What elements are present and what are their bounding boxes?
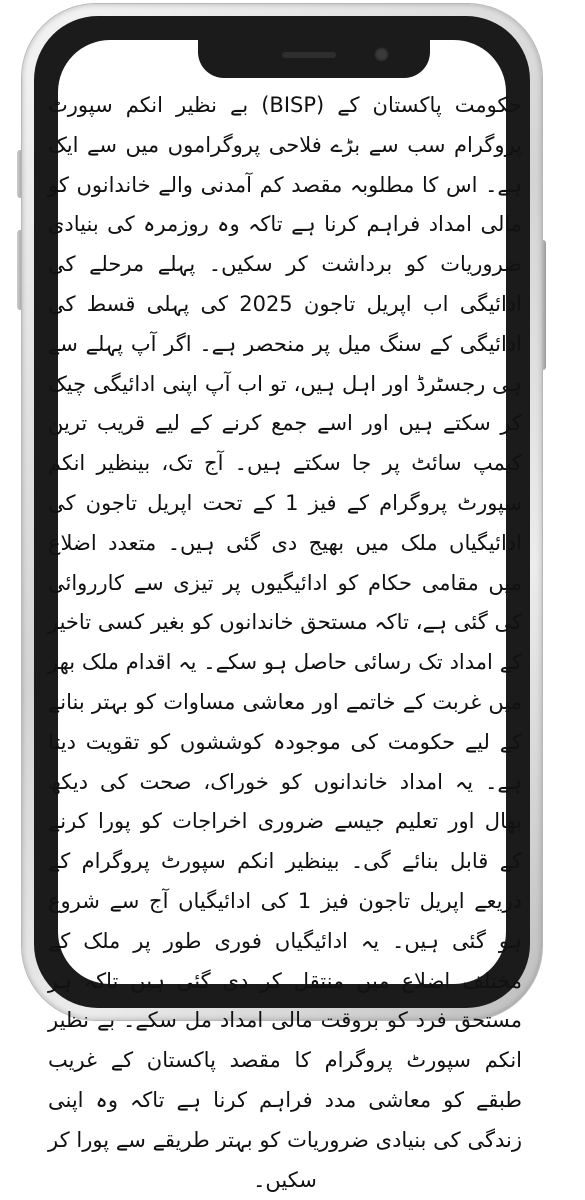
phone-notch: [198, 40, 430, 78]
front-camera-icon: [374, 47, 389, 62]
speaker-grille-icon: [282, 52, 336, 58]
article-text: حکومت پاکستان کے (BISP) بے نظیر انکم سپورٹ پروگرام سب سے بڑے فلاحی پروگراموں میں سے ایک ہے۔ اس کا مطلوبہ مقصد کم آمدنی والے خاندانوں کو مالی امداد فراہم کرنا ہے تاکہ وہ روزمرہ کی بنیادی ضروریات کو برداشت کر سکیں۔ پہلے مرحلے کی ادائیگی اب اپریل تاجون 2025 کی پہلی قسط کی ادائیگی کے سنگ میل پر منحصر ہے۔ اگر آپ پہلے سے ہی رجسٹرڈ اور اہل ہیں، تو اب آپ اپنی ادائیگی چیک کر سکتے ہیں اور اسے جمع کرنے کے لیے قریب ترین کیمپ سائٹ پر جا سکتے ہیں۔ آج تک، بینظیر انکم سپورٹ پروگرام کے فیز 1 کے تحت اپریل تاجون کی ادائیگیاں ملک میں بھیج دی گئی ہیں۔ متعدد اضلاع میں مقامی حکام کو ادائیگیوں پر تیزی سے کارروائی کی گئی ہے، تاکہ مستحق خاندانوں کو بغیر کسی تاخیر کے امداد تک رسائی حاصل ہو سکے۔ یہ اقدام ملک بھر میں غربت کے خاتمے اور معاشی مساوات کو بہتر بنانے کے لیے حکومت کی موجودہ کوششوں کو تقویت دیتا ہے۔ یہ امداد خاندانوں کو خوراک، صحت کی دیکھ بھال اور تعلیم جیسے ضروری اخراجات کو پورا کرنے کے قابل بنائے گی۔ بینظیر انکم سپورٹ پروگرام کے ذریعے اپریل تاجون فیز 1 کی ادائیگیاں آج سے شروع ہو گئی ہیں۔ یہ ادائیگیاں فوری طور پر ملک کے مختلف اضلاع میں منتقل کر دی گئی ہیں تاکہ ہر مستحق فرد کو بروقت مالی امداد مل سکے۔ بے نظیر انکم سپورٹ پروگرام کا مقصد پاکستان کے غریب طبقے کو معاشی مدد فراہم کرنا ہے تاکہ وہ اپنی زندگی کی بنیادی ضروریات کو بہتر طریقے سے پورا کر سکیں۔: [48, 93, 523, 1192]
